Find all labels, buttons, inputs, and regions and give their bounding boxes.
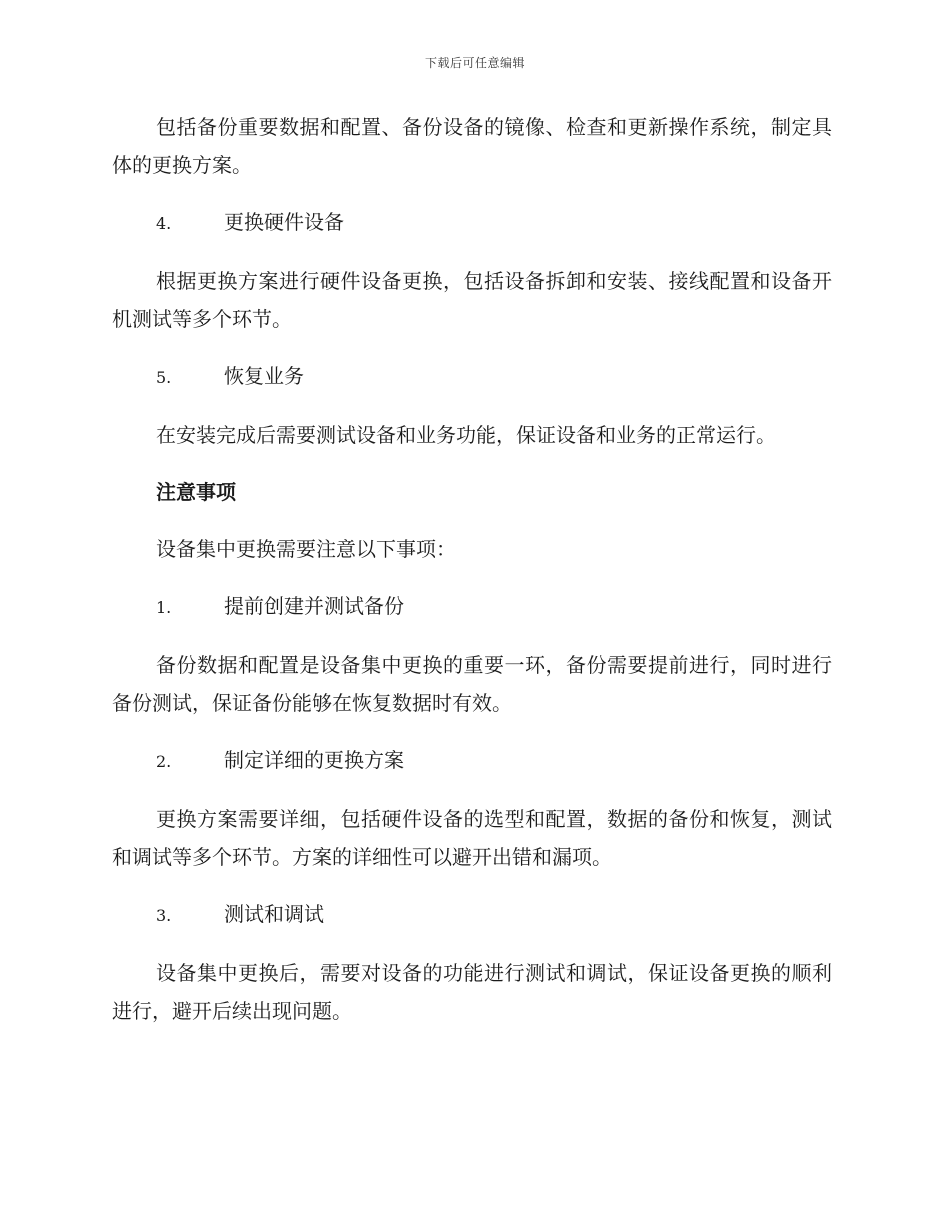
- paragraph: 根据更换方案进行硬件设备更换，包括设备拆卸和安装、接线配置和设备开机测试等多个环节。: [112, 269, 832, 331]
- paragraph: 包括备份重要数据和配置、备份设备的镜像、检查和更新操作系统，制定具体的更换方案。: [112, 115, 832, 177]
- list-number: 4.: [156, 214, 172, 233]
- list-number: 5.: [156, 368, 172, 387]
- list-item-text: 提前创建并测试备份: [224, 594, 404, 618]
- list-item-text: 测试和调试: [224, 902, 324, 926]
- document-body: [112, 108, 832, 1049]
- list-item-text: 恢复业务: [224, 364, 304, 388]
- list-item-text: 制定详细的更换方案: [224, 748, 404, 772]
- list-item-text: 更换硬件设备: [224, 210, 344, 234]
- list-item: [156, 587, 832, 627]
- list-item: [156, 741, 832, 781]
- header-note: 下载后可任意编辑: [424, 56, 525, 70]
- list-number: 2.: [156, 752, 172, 771]
- list-item: [156, 357, 832, 397]
- list-number: 1.: [156, 598, 172, 617]
- paragraph: 设备集中更换需要注意以下事项：: [156, 537, 456, 561]
- paragraph: 备份数据和配置是设备集中更换的重要一环，备份需要提前进行，同时进行备份测试，保证备份能够在恢复数据时有效。: [112, 653, 832, 715]
- paragraph: 设备集中更换后，需要对设备的功能进行测试和调试，保证设备更换的顺利进行，避开后续出现问题。: [112, 961, 832, 1023]
- list-item: [156, 895, 832, 935]
- section-heading: 注意事项: [156, 480, 236, 504]
- list-number: 3.: [156, 906, 172, 925]
- paragraph: 更换方案需要详细，包括硬件设备的选型和配置，数据的备份和恢复，测试和调试等多个环节。方案的详细性可以避开出错和漏项。: [112, 807, 832, 869]
- list-item: [156, 203, 832, 243]
- paragraph: 在安装完成后需要测试设备和业务功能，保证设备和业务的正常运行。: [156, 423, 776, 447]
